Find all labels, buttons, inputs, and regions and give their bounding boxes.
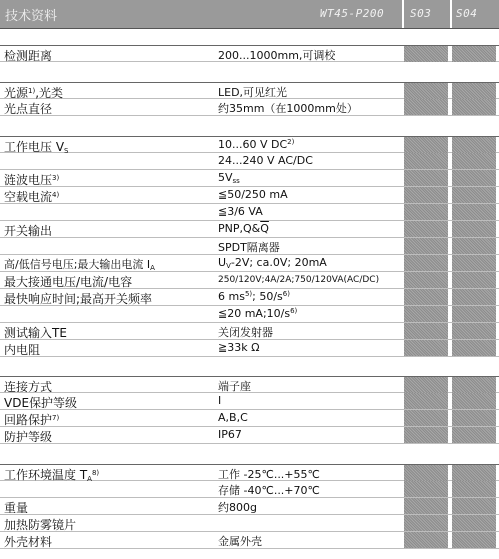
spec-row-supply-voltage-ac [0,153,499,170]
spec-value: 约35mm（在1000mm处） [218,102,358,115]
spec-row-test-input [0,323,499,340]
spec-row-vde-class [0,393,499,410]
spec-value: 24...240 V AC/DC [218,154,313,167]
spec-row-ripple [0,170,499,187]
s03-cell [404,272,448,288]
s03-cell [404,170,448,186]
spec-value: $PNP,Q\&\overline{Q}$ [218,222,269,235]
s03-cell [404,410,448,426]
s04-cell [452,377,496,393]
spec-label: 内电阻 [4,343,41,357]
spec-label: 防护等级 [4,430,53,444]
spec-label: 空载电流$^{4)}$ [4,190,60,204]
s04-cell [452,393,496,409]
spec-value: $5V_{ss}$ [218,171,240,185]
spec-value: 金属外壳 [218,535,262,548]
spec-row-enclosure-rating [0,427,499,444]
spec-label: 测试输入TE [4,326,67,340]
header-divider [450,0,452,28]
s04-cell [452,83,496,99]
s03-cell [404,221,448,237]
spec-label: 检测距离 [4,49,53,63]
header-divider [402,0,404,28]
spec-row-connection [0,376,499,393]
spec-value: $U_V-2V$; ca.0V; 20mA [218,256,327,270]
spec-value: A,B,C [218,411,248,424]
spec-value: I [218,394,222,407]
spec-value: 200...1000mm,可调校 [218,49,336,62]
spec-value: ≦50/250 mA [218,188,288,201]
s04-cell [452,255,496,271]
s04-cell [452,498,496,514]
s03-cell [404,153,448,169]
spec-value: LED,可见红光 [218,86,288,99]
spec-label: 最快响应时间;最高开关频率 [4,292,153,306]
spec-row-spot-diameter [0,99,499,116]
spec-value: 工作 -25℃...+55℃ [218,468,320,481]
spec-value: SPDT隔离器 [218,241,280,254]
spec-row-ambient-temp [0,464,499,481]
s04-cell [452,323,496,339]
spec-label: 涟波电压$^{3)}$ [4,173,60,187]
s03-cell [404,187,448,203]
spec-row-relay [0,238,499,255]
spec-label: 工作环境温度 $T_A^{8)}$ [4,468,100,483]
s03-cell [404,289,448,305]
spec-label: 连接方式 [4,380,53,394]
spec-value: IP67 [218,428,242,441]
spec-row-response-time-relay [0,306,499,323]
spec-label: 重量 [4,501,29,515]
spec-label: 加热防雾镜片 [4,518,77,532]
s04-cell [452,289,496,305]
spec-label: 光点直径 [4,102,53,116]
spec-header [0,0,499,29]
s04-cell [452,137,496,153]
spec-label: 工作电压 $V_S$ [4,140,69,155]
s04-cell [452,99,496,115]
spec-label: VDE保护等级 [4,396,78,410]
spec-row-response-time [0,289,499,306]
spec-value: 6 $ms^{5)}$; $50/s^{6)}$ [218,290,290,303]
s04-cell [452,204,496,220]
s04-cell [452,340,496,356]
spec-value: ≦20 $mA;10/s^{6)}$ [218,307,298,320]
s04-cell [452,272,496,288]
spec-value: ≧33k Ω [218,341,260,354]
spec-row-current-va [0,204,499,221]
spec-row-sensing-distance [0,45,499,62]
model-s03: S03 [410,7,432,20]
spec-value: 存储 -40℃...+70℃ [218,484,320,497]
spec-row-heated-lens [0,515,499,532]
s03-cell [404,340,448,356]
s04-cell [452,153,496,169]
s03-cell [404,481,448,497]
spec-row-weight [0,498,499,515]
s04-cell [452,46,496,62]
s04-cell [452,410,496,426]
s04-cell [452,465,496,481]
s04-cell [452,170,496,186]
spec-value: 250/120V;4A/2A;750/120VA(AC/DC) [218,275,380,285]
spec-value: 10...60 V DC$^{2)}$ [218,138,295,151]
s04-cell [452,221,496,237]
spec-title: 技术资料 [5,9,58,24]
spec-row-circuit-protection [0,410,499,427]
s04-cell [452,306,496,322]
spec-value: ≦3/6 VA [218,205,263,218]
spec-row-storage-temp [0,481,499,498]
spec-row-signal-voltage [0,255,499,272]
s04-cell [452,427,496,443]
model-wt45-p200: WT45-P200 [320,7,385,20]
s03-cell [404,238,448,254]
spec-row-supply-voltage [0,136,499,153]
model-s04: S04 [456,7,478,20]
s03-cell [404,515,448,531]
spec-value: 端子座 [218,380,251,393]
s04-cell [452,515,496,531]
s03-cell [404,306,448,322]
spec-row-switching-capacity [0,272,499,289]
s03-cell [404,465,448,481]
spec-value: 关闭发射器 [218,326,273,339]
spec-row-light-source [0,82,499,99]
spec-label: 开关输出 [4,224,53,238]
s03-cell [404,393,448,409]
spec-label: 最大接通电压/电流/电容 [4,275,133,289]
s03-cell [404,498,448,514]
spec-label: 回路保护$^{7)}$ [4,413,60,427]
s03-cell [404,255,448,271]
s04-cell [452,481,496,497]
s03-cell [404,427,448,443]
spec-row-internal-resistance [0,340,499,357]
spec-row-housing-material [0,532,499,549]
s03-cell [404,204,448,220]
s03-cell [404,323,448,339]
spec-value: 约800g [218,501,257,514]
s04-cell [452,532,496,548]
spec-row-switching-output [0,221,499,238]
spec-label: 外壳材料 [4,535,53,549]
s03-cell [404,532,448,548]
s03-cell [404,99,448,115]
s03-cell [404,377,448,393]
s03-cell [404,137,448,153]
spec-label: 高/低信号电压;最大输出电流 $I_A$ [4,258,155,272]
spec-label: 光源$^{1)}$,光类 [4,86,64,100]
s04-cell [452,238,496,254]
s04-cell [452,187,496,203]
spec-row-current-consumption [0,187,499,204]
s03-cell [404,46,448,62]
s03-cell [404,83,448,99]
